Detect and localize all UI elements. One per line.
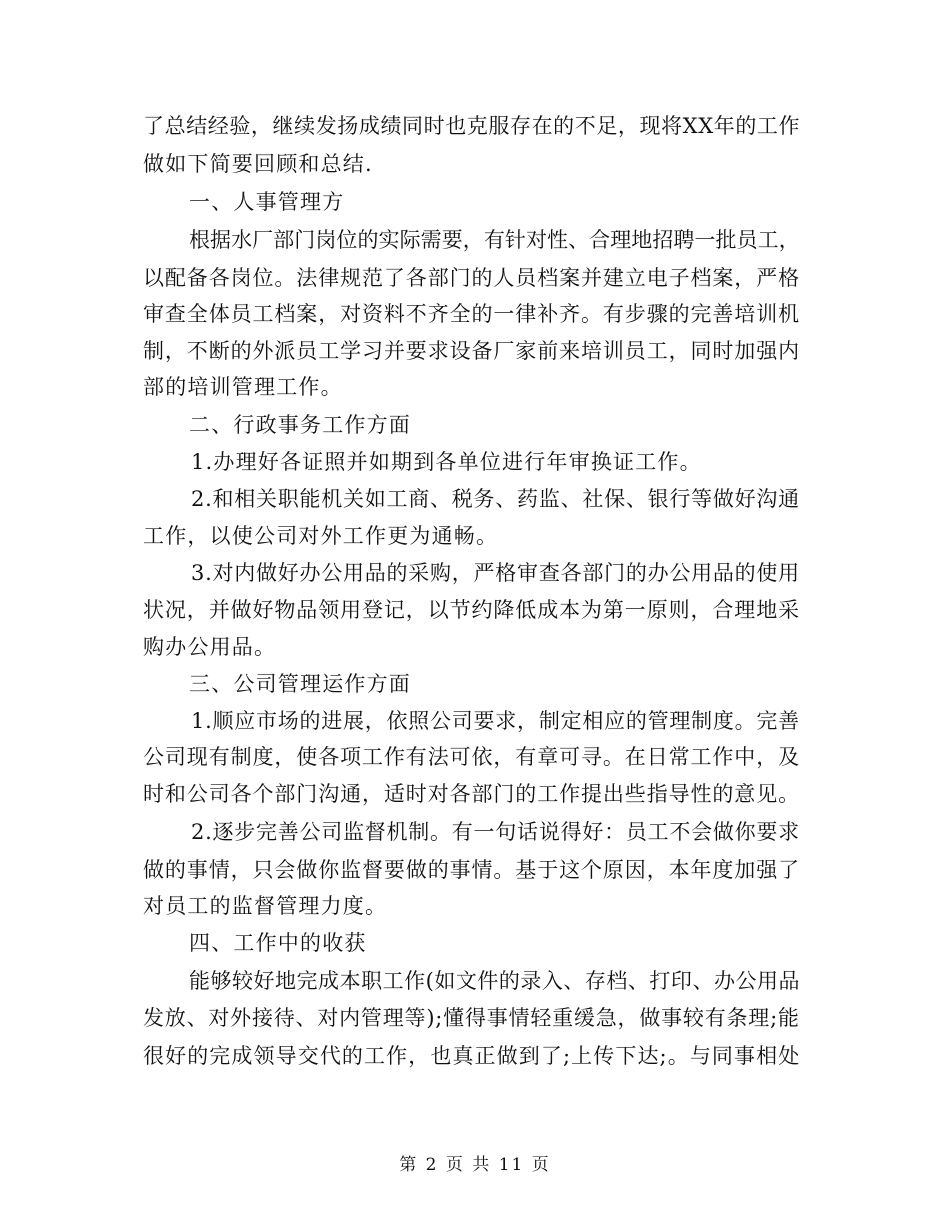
- text-line: 状况，并做好物品领用登记，以节约降低成本为第一原则，合理地采: [143, 598, 800, 622]
- text-line: 发放、对外接待、对内管理等);懂得事情轻重缓急，做事较有条理;能: [143, 1006, 800, 1030]
- section-heading: 二、行政事务工作方面: [189, 413, 411, 437]
- text-line: 做如下简要回顾和总结.: [143, 152, 373, 176]
- section-heading: 四、工作中的收获: [189, 931, 367, 955]
- text-line: 部的培训管理工作。: [143, 375, 343, 399]
- section-heading: 三、公司管理运作方面: [189, 672, 411, 696]
- text-line: 工作，以使公司对外工作更为通畅。: [143, 524, 499, 548]
- text-line: 做的事情，只会做你监督要做的事情。基于这个原因，本年度加强了: [143, 858, 800, 882]
- page-footer: 第 2 页 共 11 页: [399, 1155, 551, 1175]
- text-line: 根据水厂部门岗位的实际需要，有针对性、合理地招聘一批员工，: [189, 228, 800, 252]
- text-line: 2.逐步完善公司监督机制。有一句话说得好：员工不会做你要求: [191, 820, 800, 844]
- text-line: 能够较好地完成本职工作(如文件的录入、存档、打印、办公用品: [189, 969, 800, 993]
- text-line: 了总结经验，继续发扬成绩同时也克服存在的不足，现将XX年的工作: [143, 114, 801, 138]
- text-line: 对员工的监督管理力度。: [143, 894, 388, 918]
- text-line: 很好的完成领导交代的工作，也真正做到了;上传下达;。与同事相处: [143, 1044, 801, 1068]
- text-line: 2.和相关职能机关如工商、税务、药监、社保、银行等做好沟通: [191, 487, 800, 511]
- text-line: 时和公司各个部门沟通，适时对各部门的工作提出些指导性的意见。: [143, 782, 800, 806]
- text-line: 制，不断的外派员工学习并要求设备厂家前来培训员工，同时加强内: [143, 339, 800, 363]
- text-line: 公司现有制度，使各项工作有法可依，有章可寻。在日常工作中，及: [143, 745, 800, 769]
- section-heading: 一、人事管理方: [189, 190, 345, 214]
- text-line: 以配备各岗位。法律规范了各部门的人员档案并建立电子档案，严格: [143, 266, 800, 290]
- text-line: 购办公用品。: [143, 635, 277, 659]
- text-line: 1.顺应市场的进展，依照公司要求，制定相应的管理制度。完善: [191, 709, 800, 733]
- text-line: 1.办理好各证照并如期到各单位进行年审换证工作。: [191, 450, 702, 474]
- text-line: 3.对内做好办公用品的采购，严格审查各部门的办公用品的使用: [191, 561, 800, 585]
- text-line: 审查全体员工档案，对资料不齐全的一律补齐。有步骤的完善培训机: [143, 302, 800, 326]
